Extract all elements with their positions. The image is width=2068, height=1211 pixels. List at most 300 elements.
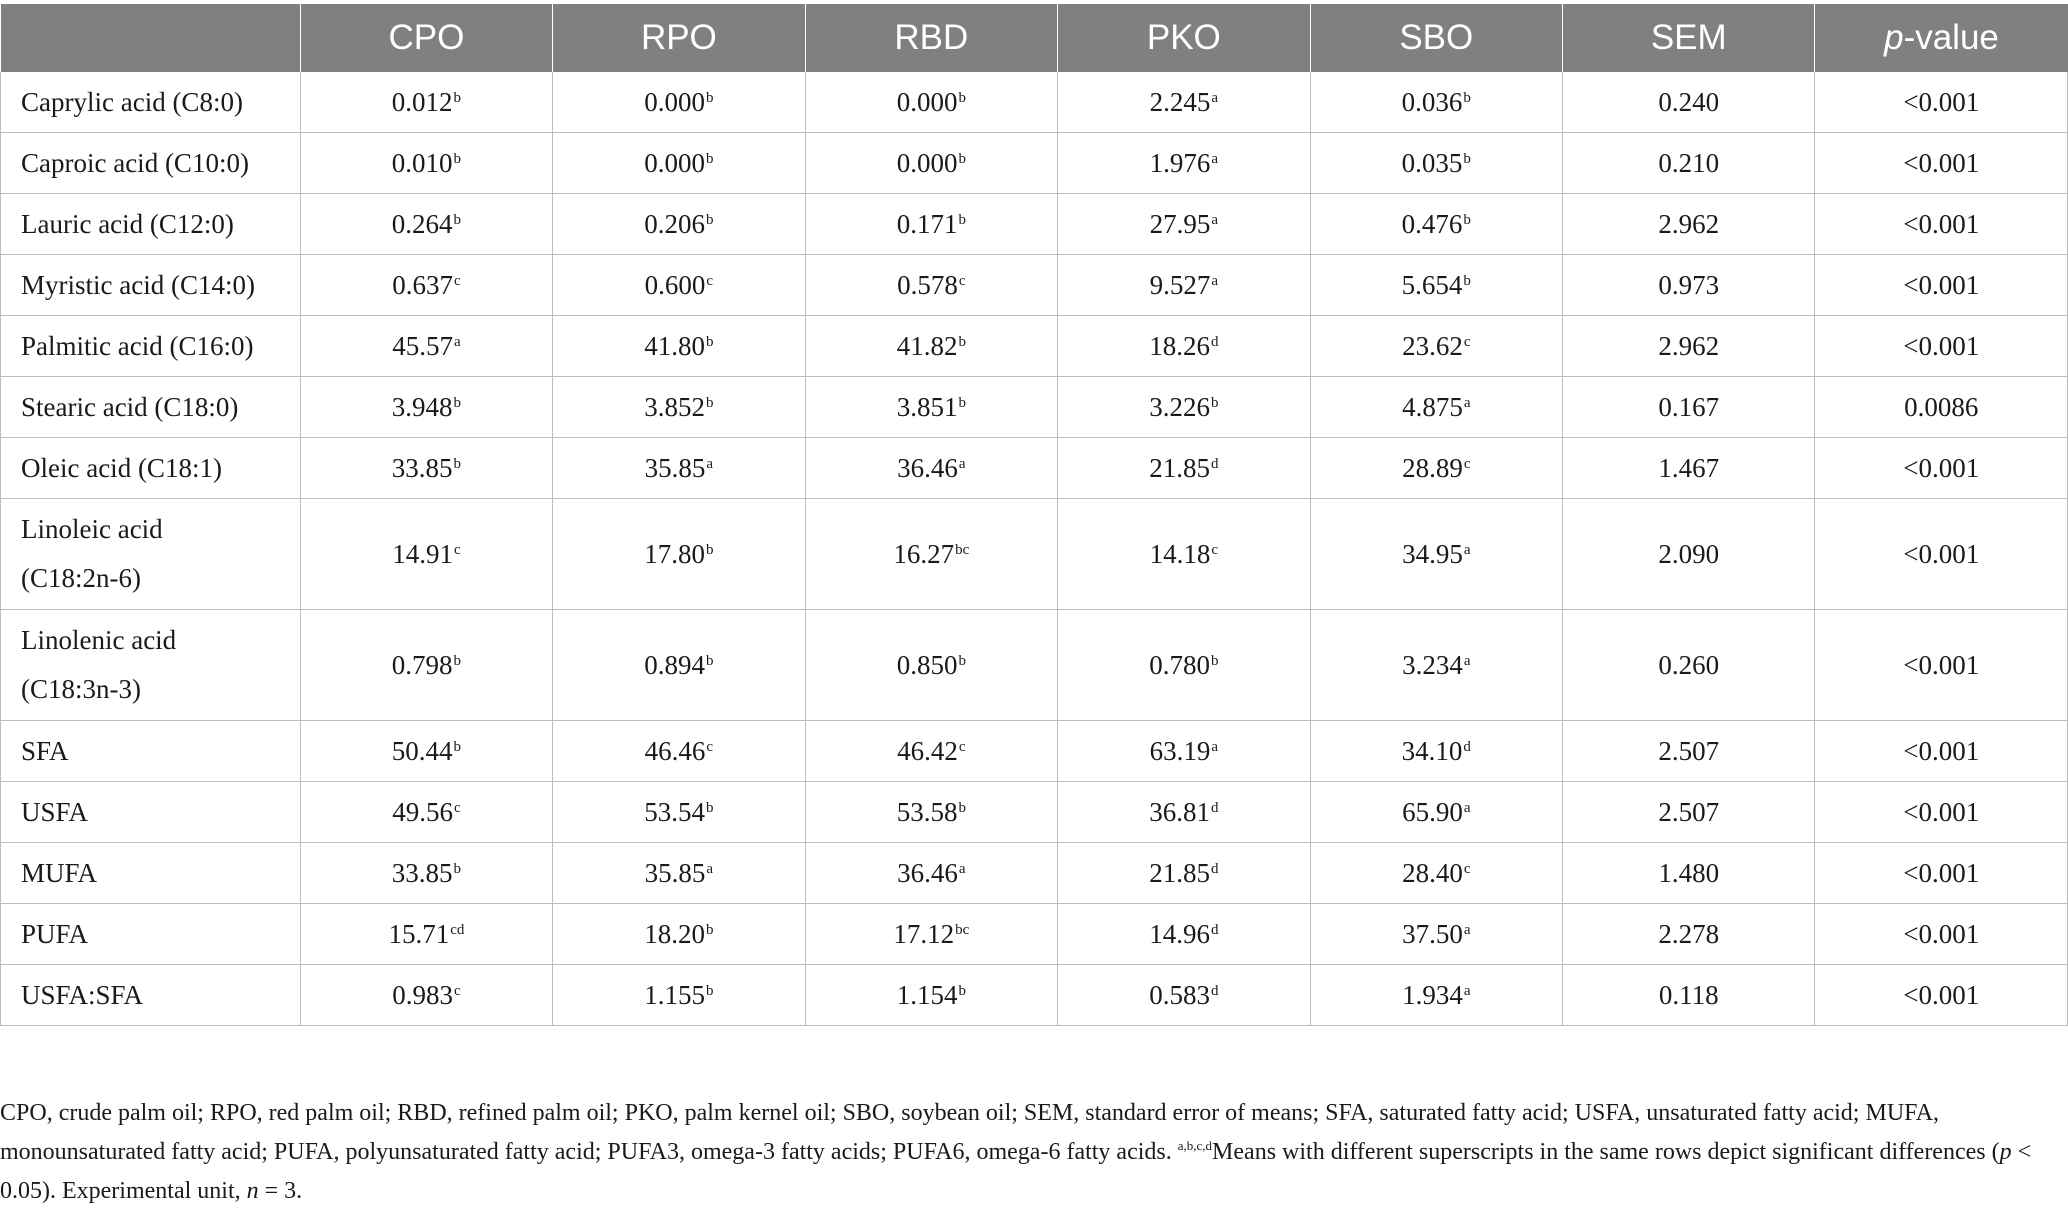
cell-value: <0.001 <box>1903 147 1980 178</box>
cell-superscript: b <box>706 333 714 350</box>
header-p-symbol: p <box>1884 18 1904 57</box>
cell-value: 53.54 <box>644 796 705 827</box>
table-cell <box>553 721 805 782</box>
table-cell <box>300 316 552 377</box>
cell-value: 50.44 <box>391 735 453 766</box>
table-cell <box>805 904 1057 965</box>
table-cell <box>300 965 552 1026</box>
cell-value: 53.58 <box>896 796 958 827</box>
table-header-row <box>1 4 2068 72</box>
cell-value: 0.894 <box>644 649 705 680</box>
table-cell <box>1563 721 1815 782</box>
fatty-acid-table <box>0 4 2068 1026</box>
cell-superscript: b <box>958 799 966 816</box>
cell-value: <0.001 <box>1903 649 1980 680</box>
table-cell <box>1058 316 1310 377</box>
table-cell <box>1058 904 1310 965</box>
table-row <box>1 194 2068 255</box>
cell-superscript: a <box>706 455 714 472</box>
table-cell <box>1310 610 1562 721</box>
table-cell <box>1563 377 1815 438</box>
row-label: Stearic acid (C18:0) <box>1 377 301 438</box>
row-label-line: Linolenic acid <box>21 625 177 655</box>
cell-value: 3.226 <box>1149 391 1210 422</box>
cell-superscript: bc <box>955 541 970 558</box>
cell-value: <0.001 <box>1903 452 1980 483</box>
cell-value: 36.46 <box>897 857 958 888</box>
table-cell <box>300 499 552 610</box>
cell-superscript: b <box>706 921 714 938</box>
table-cell <box>1563 782 1815 843</box>
cell-superscript: b <box>958 211 966 228</box>
header-rpo: RPO <box>553 4 805 72</box>
table-cell <box>300 782 552 843</box>
cell-superscript: d <box>1210 921 1219 938</box>
cell-value: 33.85 <box>391 857 453 888</box>
row-label-line: (C18:3n-3) <box>21 674 141 704</box>
table-row <box>1 133 2068 194</box>
cell-value: 0.260 <box>1658 649 1720 680</box>
table-cell <box>1058 133 1310 194</box>
header-rbd: RBD <box>805 4 1057 72</box>
table-cell <box>1815 133 2068 194</box>
cell-value: 46.42 <box>897 735 958 766</box>
table-footnote <box>0 1094 2040 1211</box>
table-row <box>1 438 2068 499</box>
cell-value: 27.95 <box>1149 208 1211 239</box>
table-cell <box>805 438 1057 499</box>
table-cell <box>1310 904 1562 965</box>
header-p-value <box>1815 4 2068 72</box>
cell-superscript: d <box>1210 860 1219 877</box>
table-cell <box>1563 610 1815 721</box>
cell-superscript: cd <box>450 921 465 938</box>
cell-value: 0.780 <box>1149 649 1210 680</box>
table-cell <box>805 194 1057 255</box>
table-cell <box>1310 133 1562 194</box>
table-cell <box>1310 194 1562 255</box>
table-cell <box>1815 843 2068 904</box>
cell-superscript: b <box>1210 394 1219 411</box>
cell-value: 17.12 <box>893 918 955 949</box>
table-row <box>1 610 2068 721</box>
cell-superscript: b <box>453 455 462 472</box>
cell-superscript: a <box>706 860 714 877</box>
table-cell <box>1310 377 1562 438</box>
table-cell <box>805 255 1057 316</box>
table-cell <box>300 438 552 499</box>
table-cell <box>1058 965 1310 1026</box>
cell-value: 0.206 <box>644 208 705 239</box>
cell-value: 0.240 <box>1658 86 1720 117</box>
cell-value: 4.875 <box>1402 391 1463 422</box>
table-cell <box>1058 499 1310 610</box>
cell-superscript: c <box>453 799 461 816</box>
table-cell <box>1563 965 1815 1026</box>
cell-superscript: b <box>706 150 714 167</box>
table-cell <box>1058 194 1310 255</box>
cell-value: 3.851 <box>896 391 958 422</box>
cell-superscript: d <box>1210 455 1219 472</box>
table-cell <box>1058 438 1310 499</box>
footnote-n-symbol: n <box>246 1178 259 1204</box>
cell-value: <0.001 <box>1903 330 1980 361</box>
cell-superscript: a <box>1211 738 1219 755</box>
table-cell <box>300 72 552 133</box>
cell-value: 17.80 <box>644 538 705 569</box>
cell-value: 37.50 <box>1402 918 1463 949</box>
table-cell <box>1815 316 2068 377</box>
table-cell <box>805 965 1057 1026</box>
table-cell <box>805 499 1057 610</box>
cell-value: 0.578 <box>897 269 958 300</box>
table-cell <box>805 133 1057 194</box>
cell-superscript: b <box>453 652 462 669</box>
cell-value: 0.167 <box>1658 391 1720 422</box>
cell-superscript: b <box>706 982 714 999</box>
cell-value: <0.001 <box>1903 269 1980 300</box>
cell-superscript: d <box>1463 738 1471 755</box>
table-cell <box>300 904 552 965</box>
cell-superscript: a <box>1463 394 1471 411</box>
row-label: Caprylic acid (C8:0) <box>1 72 301 133</box>
header-pko: PKO <box>1058 4 1310 72</box>
cell-superscript: a <box>958 455 966 472</box>
cell-value: 45.57 <box>392 330 453 361</box>
table-cell <box>553 904 805 965</box>
row-label <box>1 610 301 721</box>
cell-value: <0.001 <box>1903 979 1980 1010</box>
cell-superscript: b <box>958 333 966 350</box>
table-cell <box>805 843 1057 904</box>
table-row <box>1 782 2068 843</box>
table-cell <box>1310 499 1562 610</box>
table-cell <box>1310 438 1562 499</box>
table-cell <box>1563 904 1815 965</box>
cell-value: 0.983 <box>392 979 453 1010</box>
cell-value: 0.118 <box>1658 979 1719 1010</box>
cell-value: 2.962 <box>1658 330 1720 361</box>
table-cell <box>805 377 1057 438</box>
cell-value: 0.583 <box>1149 979 1210 1010</box>
table-cell <box>1815 255 2068 316</box>
table-row <box>1 377 2068 438</box>
cell-value: 46.46 <box>644 735 706 766</box>
cell-value: 0.010 <box>391 147 453 178</box>
cell-value: 34.95 <box>1402 538 1463 569</box>
cell-superscript: b <box>706 89 714 106</box>
table-cell <box>1310 72 1562 133</box>
table-cell <box>300 610 552 721</box>
cell-value: 0.000 <box>896 86 958 117</box>
row-label-line: (C18:2n-6) <box>21 563 141 593</box>
footnote-n-value: = 3. <box>258 1178 303 1204</box>
cell-value: 2.507 <box>1658 796 1720 827</box>
cell-superscript: a <box>1463 921 1471 938</box>
cell-value: 1.480 <box>1658 857 1720 888</box>
cell-value: 0.210 <box>1658 147 1720 178</box>
table-cell <box>1815 194 2068 255</box>
cell-superscript: b <box>958 982 966 999</box>
cell-superscript: a <box>1463 541 1471 558</box>
cell-value: 14.91 <box>392 538 453 569</box>
cell-superscript: b <box>453 211 462 228</box>
cell-value: 0.637 <box>392 269 453 300</box>
row-label: SFA <box>1 721 301 782</box>
cell-value: 14.18 <box>1149 538 1211 569</box>
table-cell <box>1310 782 1562 843</box>
footnote-sup-marks: a,b,c,d <box>1177 1138 1213 1153</box>
table-row <box>1 316 2068 377</box>
cell-superscript: b <box>1463 89 1471 106</box>
table-cell <box>1815 377 2068 438</box>
table-cell <box>1310 721 1562 782</box>
cell-value: 5.654 <box>1401 269 1463 300</box>
cell-value: 15.71 <box>388 918 450 949</box>
cell-superscript: a <box>1211 272 1219 289</box>
table-cell <box>1815 72 2068 133</box>
table-cell <box>553 965 805 1026</box>
table-cell <box>1058 782 1310 843</box>
cell-value: 9.527 <box>1149 269 1211 300</box>
cell-value: 0.600 <box>644 269 706 300</box>
cell-superscript: b <box>453 860 462 877</box>
table-cell <box>1563 255 1815 316</box>
row-label-line: Linoleic acid <box>21 514 163 544</box>
cell-value: 2.507 <box>1658 735 1720 766</box>
footnote-p-symbol: p <box>1999 1139 2012 1165</box>
table-cell <box>1563 194 1815 255</box>
cell-superscript: b <box>706 799 714 816</box>
cell-value: 0.012 <box>391 86 453 117</box>
cell-value: 0.171 <box>896 208 958 239</box>
row-label: PUFA <box>1 904 301 965</box>
table-row <box>1 843 2068 904</box>
cell-value: 35.85 <box>644 857 706 888</box>
table-cell <box>1815 782 2068 843</box>
cell-value: 0.850 <box>896 649 958 680</box>
table-cell <box>805 316 1057 377</box>
row-label: Myristic acid (C14:0) <box>1 255 301 316</box>
table-cell <box>1563 133 1815 194</box>
table-cell <box>553 610 805 721</box>
cell-value: <0.001 <box>1903 86 1980 117</box>
cell-value: <0.001 <box>1903 796 1980 827</box>
cell-superscript: c <box>1463 860 1471 877</box>
cell-superscript: c <box>958 272 966 289</box>
table-cell <box>805 610 1057 721</box>
cell-superscript: b <box>706 211 714 228</box>
cell-value: <0.001 <box>1903 918 1980 949</box>
cell-superscript: b <box>1463 272 1471 289</box>
table-cell <box>300 133 552 194</box>
cell-value: 35.85 <box>644 452 706 483</box>
table-cell <box>1058 377 1310 438</box>
cell-value: 28.40 <box>1402 857 1463 888</box>
cell-value: 33.85 <box>391 452 453 483</box>
table-cell <box>553 377 805 438</box>
cell-value: 1.155 <box>644 979 705 1010</box>
cell-value: 0.973 <box>1658 269 1720 300</box>
cell-value: 3.852 <box>644 391 705 422</box>
cell-superscript: b <box>706 394 714 411</box>
table-cell <box>300 194 552 255</box>
cell-value: 0.036 <box>1401 86 1463 117</box>
cell-superscript: b <box>958 150 966 167</box>
table-cell <box>553 72 805 133</box>
cell-superscript: a <box>1211 150 1219 167</box>
table-cell <box>1563 316 1815 377</box>
table-cell <box>553 438 805 499</box>
cell-superscript: a <box>453 333 461 350</box>
header-sem: SEM <box>1563 4 1815 72</box>
cell-value: 41.82 <box>896 330 958 361</box>
cell-value: 23.62 <box>1402 330 1463 361</box>
cell-superscript: c <box>453 272 461 289</box>
cell-superscript: c <box>1463 333 1471 350</box>
table-cell <box>1058 72 1310 133</box>
cell-superscript: a <box>1463 799 1471 816</box>
cell-superscript: b <box>958 89 966 106</box>
table-cell <box>300 255 552 316</box>
cell-superscript: c <box>1211 541 1219 558</box>
table-cell <box>1310 843 1562 904</box>
cell-value: 18.26 <box>1149 330 1210 361</box>
cell-superscript: b <box>453 738 462 755</box>
table-cell <box>805 782 1057 843</box>
table-cell <box>1815 499 2068 610</box>
cell-value: 0.035 <box>1401 147 1463 178</box>
header-sbo: SBO <box>1310 4 1562 72</box>
table-cell <box>553 255 805 316</box>
cell-value: 1.154 <box>896 979 958 1010</box>
row-label <box>1 499 301 610</box>
footnote-p-condition: < 0.05). Experimental unit, <box>0 1139 2032 1204</box>
cell-value: 41.80 <box>644 330 705 361</box>
row-label: Palmitic acid (C16:0) <box>1 316 301 377</box>
table-row <box>1 499 2068 610</box>
cell-superscript: b <box>453 394 462 411</box>
table-cell <box>1815 438 2068 499</box>
cell-superscript: a <box>1211 211 1219 228</box>
cell-superscript: b <box>1210 652 1219 669</box>
cell-value: <0.001 <box>1903 735 1980 766</box>
header-cpo: CPO <box>300 4 552 72</box>
cell-superscript: b <box>1463 211 1471 228</box>
cell-value: <0.001 <box>1903 538 1980 569</box>
table-row <box>1 904 2068 965</box>
cell-superscript: b <box>958 652 966 669</box>
table-cell <box>1058 843 1310 904</box>
cell-value: 2.090 <box>1658 538 1720 569</box>
header-p-suffix: -value <box>1903 18 1999 57</box>
cell-superscript: d <box>1210 982 1219 999</box>
cell-superscript: b <box>958 394 966 411</box>
table-cell <box>1563 438 1815 499</box>
cell-value: 0.000 <box>644 147 705 178</box>
cell-value: 49.56 <box>392 796 453 827</box>
cell-value: 2.278 <box>1658 918 1720 949</box>
cell-value: 1.976 <box>1149 147 1211 178</box>
header-corner <box>1 4 301 72</box>
cell-value: <0.001 <box>1903 857 1980 888</box>
footnote-means-text: Means with different superscripts in the same rows depict significant differences ( <box>1212 1139 2000 1165</box>
cell-value: 0.476 <box>1401 208 1463 239</box>
cell-superscript: b <box>706 541 714 558</box>
table-row <box>1 72 2068 133</box>
cell-value: 0.264 <box>391 208 453 239</box>
cell-superscript: c <box>706 272 714 289</box>
cell-superscript: a <box>1463 982 1471 999</box>
cell-value: 2.245 <box>1149 86 1211 117</box>
table-cell <box>1815 965 2068 1026</box>
table-cell <box>553 316 805 377</box>
cell-value: 28.89 <box>1402 452 1463 483</box>
table-cell <box>805 72 1057 133</box>
row-label: Caproic acid (C10:0) <box>1 133 301 194</box>
table-cell <box>300 721 552 782</box>
cell-value: 3.234 <box>1402 649 1463 680</box>
table-cell <box>1058 255 1310 316</box>
row-label: MUFA <box>1 843 301 904</box>
cell-value: 0.798 <box>391 649 453 680</box>
row-label: Oleic acid (C18:1) <box>1 438 301 499</box>
table-cell <box>1058 610 1310 721</box>
table-cell <box>1563 72 1815 133</box>
cell-superscript: a <box>958 860 966 877</box>
cell-superscript: bc <box>955 921 970 938</box>
cell-superscript: c <box>1463 455 1471 472</box>
table-cell <box>1815 904 2068 965</box>
cell-value: 3.948 <box>391 391 453 422</box>
table-cell <box>805 721 1057 782</box>
cell-value: 1.934 <box>1402 979 1463 1010</box>
row-label: Lauric acid (C12:0) <box>1 194 301 255</box>
table-row <box>1 965 2068 1026</box>
table-row <box>1 721 2068 782</box>
table-row <box>1 255 2068 316</box>
cell-superscript: d <box>1210 333 1219 350</box>
cell-value: 0.000 <box>896 147 958 178</box>
table-cell <box>553 133 805 194</box>
cell-value: 2.962 <box>1658 208 1720 239</box>
table-cell <box>1563 843 1815 904</box>
cell-superscript: c <box>453 982 461 999</box>
cell-superscript: a <box>1211 89 1219 106</box>
row-label: USFA <box>1 782 301 843</box>
cell-value: 18.20 <box>644 918 705 949</box>
table-body <box>1 72 2068 1026</box>
footnote-abbreviations: CPO, crude palm oil; RPO, red palm oil; RBD, refined palm oil; PKO, palm kernel oil; SBO, soybean oil; SEM, standard error of means; SFA, saturated fatty acid; USFA, unsaturated fatty acid; MUFA, monounsaturated fatty acid; PUFA, polyunsaturated fatty acid; PUFA3, omega-3 fatty acids; PUFA6, omega-6 fatty acids. <box>0 1100 1940 1165</box>
table-cell <box>1058 721 1310 782</box>
cell-superscript: b <box>706 652 714 669</box>
cell-value: 1.467 <box>1658 452 1720 483</box>
table-cell <box>553 194 805 255</box>
table-cell <box>553 499 805 610</box>
cell-value: 36.81 <box>1149 796 1210 827</box>
table-cell <box>300 843 552 904</box>
cell-value: 16.27 <box>893 538 955 569</box>
cell-superscript: c <box>706 738 714 755</box>
cell-value: 21.85 <box>1149 857 1210 888</box>
cell-value: 63.19 <box>1149 735 1211 766</box>
cell-superscript: c <box>453 541 461 558</box>
cell-value: 65.90 <box>1402 796 1463 827</box>
cell-superscript: d <box>1210 799 1219 816</box>
table-cell <box>1563 499 1815 610</box>
table-cell <box>1310 255 1562 316</box>
cell-superscript: b <box>453 89 462 106</box>
